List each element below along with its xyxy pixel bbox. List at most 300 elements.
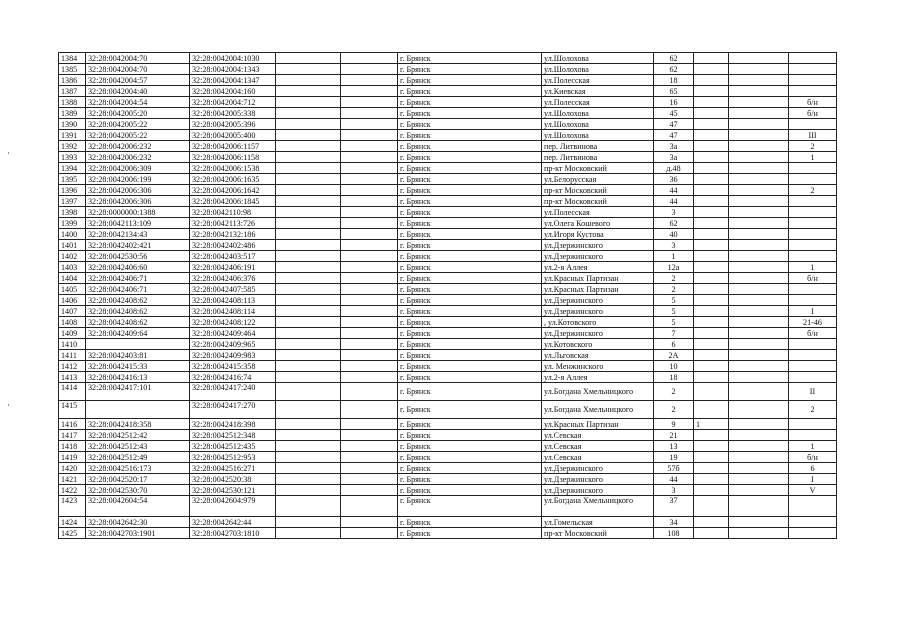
parcel-cadastral-number-cell: 32:28:0042408:62 — [86, 317, 190, 328]
house-number-cell: 2А — [654, 350, 694, 361]
table-row — [59, 53, 837, 64]
table-row — [59, 474, 837, 485]
city-cell: г. Брянск — [398, 97, 542, 108]
empty-cell — [341, 284, 398, 295]
object-cadastral-number-cell: 32:28:0042409:464 — [190, 328, 276, 339]
premises-number-cell — [789, 174, 837, 185]
parcel-cadastral-number-cell: 32:28:0042006:232 — [86, 141, 190, 152]
city-cell: г. Брянск — [398, 452, 542, 463]
empty-cell — [276, 86, 341, 97]
row-number-cell: 1422 — [59, 485, 86, 496]
empty-cell — [276, 97, 341, 108]
register-sheet — [58, 52, 837, 539]
row-number-cell: 1415 — [59, 401, 86, 419]
premises-number-cell: III — [789, 130, 837, 141]
house-number-cell: 57б — [654, 463, 694, 474]
street-cell: ул.Дзержинского — [542, 474, 654, 485]
empty-cell — [341, 419, 398, 430]
building-cell — [694, 185, 729, 196]
empty-cell — [276, 496, 341, 517]
street-cell: ул.Дзержинского — [542, 295, 654, 306]
empty-cell — [729, 317, 789, 328]
premises-number-cell: 2 — [789, 401, 837, 419]
empty-cell — [729, 163, 789, 174]
premises-number-cell: I — [789, 474, 837, 485]
house-number-cell: 6 — [654, 339, 694, 350]
street-cell: ул.Красных Партизан — [542, 273, 654, 284]
row-number-cell: 1416 — [59, 419, 86, 430]
street-cell: ул.Шолохова — [542, 53, 654, 64]
empty-cell — [276, 430, 341, 441]
row-number-cell: 1413 — [59, 372, 86, 383]
premises-number-cell: 21-46 — [789, 317, 837, 328]
parcel-cadastral-number-cell: 32:28:0042416:13 — [86, 372, 190, 383]
row-number-cell: 1400 — [59, 229, 86, 240]
empty-cell — [729, 474, 789, 485]
empty-cell — [276, 185, 341, 196]
empty-cell — [341, 97, 398, 108]
premises-number-cell — [789, 240, 837, 251]
object-cadastral-number-cell: 32:28:0042415:358 — [190, 361, 276, 372]
object-cadastral-number-cell: 32:28:0042408:122 — [190, 317, 276, 328]
object-cadastral-number-cell: 32:28:0042004:160 — [190, 86, 276, 97]
house-number-cell: 2 — [654, 284, 694, 295]
row-number-cell: 1396 — [59, 185, 86, 196]
street-cell: ул.Полесская — [542, 97, 654, 108]
parcel-cadastral-number-cell: 32:28:0042113:109 — [86, 218, 190, 229]
empty-cell — [276, 174, 341, 185]
street-cell: ул.Дзержинского — [542, 306, 654, 317]
property-register-table — [58, 52, 837, 539]
parcel-cadastral-number-cell: 32:28:0042004:70 — [86, 64, 190, 75]
row-number-cell: 1417 — [59, 430, 86, 441]
row-number-cell: 1397 — [59, 196, 86, 207]
house-number-cell: 62 — [654, 64, 694, 75]
premises-number-cell — [789, 361, 837, 372]
building-cell — [694, 284, 729, 295]
street-cell: ул.Шолохова — [542, 119, 654, 130]
empty-cell — [729, 401, 789, 419]
city-cell: г. Брянск — [398, 441, 542, 452]
row-number-cell: 1423 — [59, 496, 86, 517]
building-cell — [694, 262, 729, 273]
empty-cell — [276, 163, 341, 174]
object-cadastral-number-cell: 32:28:0042530:121 — [190, 485, 276, 496]
street-cell: ул.Олега Кошевого — [542, 218, 654, 229]
row-number-cell: 1395 — [59, 174, 86, 185]
empty-cell — [276, 419, 341, 430]
empty-cell — [276, 284, 341, 295]
object-cadastral-number-cell: 32:28:0042642:44 — [190, 517, 276, 528]
city-cell: г. Брянск — [398, 430, 542, 441]
street-cell: ул.Шолохова — [542, 108, 654, 119]
house-number-cell: 2 — [654, 273, 694, 284]
house-number-cell: 44 — [654, 196, 694, 207]
building-cell — [694, 97, 729, 108]
empty-cell — [341, 218, 398, 229]
city-cell: г. Брянск — [398, 372, 542, 383]
empty-cell — [729, 229, 789, 240]
house-number-cell: 2 — [654, 383, 694, 401]
object-cadastral-number-cell: 32:28:0042512:348 — [190, 430, 276, 441]
city-cell: г. Брянск — [398, 295, 542, 306]
row-number-cell: 1414 — [59, 383, 86, 401]
street-cell: ул.2-я Аллея — [542, 262, 654, 273]
premises-number-cell: б/н — [789, 273, 837, 284]
table-row — [59, 430, 837, 441]
premises-number-cell — [789, 496, 837, 517]
row-number-cell: 1425 — [59, 528, 86, 539]
building-cell — [694, 317, 729, 328]
row-number-cell: 1391 — [59, 130, 86, 141]
premises-number-cell — [789, 53, 837, 64]
street-cell: ул.Дзержинского — [542, 240, 654, 251]
parcel-cadastral-number-cell: 32:28:0042004:57 — [86, 75, 190, 86]
empty-cell — [341, 262, 398, 273]
table-row — [59, 419, 837, 430]
row-number-cell: 1393 — [59, 152, 86, 163]
table-row — [59, 496, 837, 517]
empty-cell — [341, 196, 398, 207]
building-cell — [694, 273, 729, 284]
street-cell: ул.Белорусская — [542, 174, 654, 185]
city-cell: г. Брянск — [398, 229, 542, 240]
parcel-cadastral-number-cell: 32:28:0042642:30 — [86, 517, 190, 528]
parcel-cadastral-number-cell: 32:28:0042006:306 — [86, 196, 190, 207]
street-cell: пер. Литвинова — [542, 152, 654, 163]
city-cell: г. Брянск — [398, 64, 542, 75]
street-cell: ул.Гомельская — [542, 517, 654, 528]
row-number-cell: 1386 — [59, 75, 86, 86]
empty-cell — [729, 528, 789, 539]
house-number-cell: 5 — [654, 295, 694, 306]
empty-cell — [276, 119, 341, 130]
building-cell — [694, 485, 729, 496]
street-cell: ул.Полесская — [542, 75, 654, 86]
premises-number-cell — [789, 295, 837, 306]
table-row — [59, 141, 837, 152]
table-row — [59, 262, 837, 273]
street-cell: ул.Дзержинского — [542, 251, 654, 262]
empty-cell — [341, 174, 398, 185]
building-cell — [694, 430, 729, 441]
building-cell — [694, 108, 729, 119]
row-number-cell: 1412 — [59, 361, 86, 372]
street-cell: ул.Киевская — [542, 86, 654, 97]
premises-number-cell — [789, 339, 837, 350]
empty-cell — [341, 496, 398, 517]
premises-number-cell: I — [789, 306, 837, 317]
object-cadastral-number-cell: 32:28:0042407:585 — [190, 284, 276, 295]
margin-mark — [8, 404, 9, 406]
table-row — [59, 196, 837, 207]
city-cell: г. Брянск — [398, 174, 542, 185]
premises-number-cell — [789, 218, 837, 229]
building-cell — [694, 152, 729, 163]
empty-cell — [341, 474, 398, 485]
object-cadastral-number-cell: 32:28:0042408:113 — [190, 295, 276, 306]
empty-cell — [341, 86, 398, 97]
empty-cell — [729, 185, 789, 196]
empty-cell — [341, 108, 398, 119]
premises-number-cell — [789, 251, 837, 262]
empty-cell — [341, 361, 398, 372]
row-number-cell: 1405 — [59, 284, 86, 295]
table-row — [59, 361, 837, 372]
table-row — [59, 317, 837, 328]
row-number-cell: 1390 — [59, 119, 86, 130]
parcel-cadastral-number-cell: 32:28:0042402:421 — [86, 240, 190, 251]
house-number-cell: 2 — [654, 401, 694, 419]
table-row — [59, 152, 837, 163]
row-number-cell: 1403 — [59, 262, 86, 273]
table-row — [59, 207, 837, 218]
city-cell: г. Брянск — [398, 75, 542, 86]
street-cell: ул.Дзержинского — [542, 485, 654, 496]
parcel-cadastral-number-cell: 32:28:0042406:71 — [86, 273, 190, 284]
object-cadastral-number-cell: 32:28:0042006:1845 — [190, 196, 276, 207]
row-number-cell: 1408 — [59, 317, 86, 328]
row-number-cell: 1406 — [59, 295, 86, 306]
city-cell: г. Брянск — [398, 317, 542, 328]
empty-cell — [276, 485, 341, 496]
street-cell: ул.Игоря Кустова — [542, 229, 654, 240]
parcel-cadastral-number-cell: 32:28:0042703:1901 — [86, 528, 190, 539]
object-cadastral-number-cell: 32:28:0042512:953 — [190, 452, 276, 463]
empty-cell — [341, 75, 398, 86]
empty-cell — [729, 372, 789, 383]
building-cell — [694, 441, 729, 452]
city-cell: г. Брянск — [398, 361, 542, 372]
empty-cell — [341, 339, 398, 350]
empty-cell — [729, 141, 789, 152]
parcel-cadastral-number-cell: 32:28:0000000:1388 — [86, 207, 190, 218]
object-cadastral-number-cell: 32:28:0042408:114 — [190, 306, 276, 317]
parcel-cadastral-number-cell: 32:28:0042512:42 — [86, 430, 190, 441]
parcel-cadastral-number-cell: 32:28:0042005:22 — [86, 130, 190, 141]
empty-cell — [341, 163, 398, 174]
empty-cell — [276, 401, 341, 419]
premises-number-cell: 1 — [789, 262, 837, 273]
empty-cell — [276, 240, 341, 251]
table-row — [59, 185, 837, 196]
object-cadastral-number-cell: 32:28:0042006:1538 — [190, 163, 276, 174]
premises-number-cell — [789, 528, 837, 539]
empty-cell — [729, 383, 789, 401]
empty-cell — [729, 64, 789, 75]
empty-cell — [341, 485, 398, 496]
house-number-cell: 19 — [654, 452, 694, 463]
building-cell — [694, 229, 729, 240]
row-number-cell: 1404 — [59, 273, 86, 284]
city-cell: г. Брянск — [398, 485, 542, 496]
building-cell — [694, 401, 729, 419]
parcel-cadastral-number-cell: 32:28:0042415:33 — [86, 361, 190, 372]
empty-cell — [729, 174, 789, 185]
premises-number-cell — [789, 207, 837, 218]
building-cell — [694, 130, 729, 141]
row-number-cell: 1421 — [59, 474, 86, 485]
city-cell: г. Брянск — [398, 251, 542, 262]
empty-cell — [276, 273, 341, 284]
premises-number-cell — [789, 86, 837, 97]
premises-number-cell — [789, 119, 837, 130]
house-number-cell: д.48 — [654, 163, 694, 174]
premises-number-cell — [789, 350, 837, 361]
empty-cell — [729, 75, 789, 86]
building-cell — [694, 306, 729, 317]
empty-cell — [276, 130, 341, 141]
row-number-cell: 1407 — [59, 306, 86, 317]
empty-cell — [341, 441, 398, 452]
city-cell: г. Брянск — [398, 119, 542, 130]
parcel-cadastral-number-cell: 32:28:0042006:199 — [86, 174, 190, 185]
object-cadastral-number-cell: 32:28:0042406:376 — [190, 273, 276, 284]
object-cadastral-number-cell: 32:28:0042417:270 — [190, 401, 276, 419]
table-row — [59, 174, 837, 185]
object-cadastral-number-cell: 32:28:0042132:186 — [190, 229, 276, 240]
empty-cell — [729, 207, 789, 218]
empty-cell — [729, 130, 789, 141]
house-number-cell: 44 — [654, 474, 694, 485]
street-cell: ул.Дзержинского — [542, 463, 654, 474]
parcel-cadastral-number-cell: 32:28:0042604:54 — [86, 496, 190, 517]
parcel-cadastral-number-cell: 32:28:0042004:70 — [86, 53, 190, 64]
table-row — [59, 97, 837, 108]
empty-cell — [341, 207, 398, 218]
row-number-cell: 1398 — [59, 207, 86, 218]
street-cell: ул. Менжинского — [542, 361, 654, 372]
empty-cell — [276, 152, 341, 163]
house-number-cell: 7 — [654, 328, 694, 339]
object-cadastral-number-cell: 32:28:0042006:1158 — [190, 152, 276, 163]
empty-cell — [276, 361, 341, 372]
table-row — [59, 306, 837, 317]
premises-number-cell — [789, 163, 837, 174]
table-row — [59, 86, 837, 97]
row-number-cell: 1411 — [59, 350, 86, 361]
city-cell: г. Брянск — [398, 163, 542, 174]
empty-cell — [276, 306, 341, 317]
empty-cell — [729, 53, 789, 64]
parcel-cadastral-number-cell: 32:28:0042004:40 — [86, 86, 190, 97]
table-row — [59, 75, 837, 86]
empty-cell — [729, 485, 789, 496]
parcel-cadastral-number-cell: 32:28:0042006:232 — [86, 152, 190, 163]
premises-number-cell: 1 — [789, 152, 837, 163]
empty-cell — [341, 452, 398, 463]
premises-number-cell: б/н — [789, 452, 837, 463]
premises-number-cell — [789, 284, 837, 295]
house-number-cell: 12а — [654, 262, 694, 273]
house-number-cell: 108 — [654, 528, 694, 539]
table-row — [59, 517, 837, 528]
premises-number-cell: 1 — [789, 441, 837, 452]
empty-cell — [341, 306, 398, 317]
house-number-cell: 37 — [654, 496, 694, 517]
table-row — [59, 372, 837, 383]
object-cadastral-number-cell: 32:28:0042004:712 — [190, 97, 276, 108]
table-row — [59, 119, 837, 130]
empty-cell — [341, 463, 398, 474]
object-cadastral-number-cell: 32:28:0042402:486 — [190, 240, 276, 251]
house-number-cell: 3а — [654, 152, 694, 163]
city-cell: г. Брянск — [398, 196, 542, 207]
street-cell: ул.Красных Партизан — [542, 419, 654, 430]
row-number-cell: 1402 — [59, 251, 86, 262]
street-cell: ул.Богдана Хмельницкого — [542, 401, 654, 419]
empty-cell — [276, 383, 341, 401]
building-cell — [694, 528, 729, 539]
empty-cell — [729, 463, 789, 474]
building-cell — [694, 141, 729, 152]
building-cell — [694, 517, 729, 528]
parcel-cadastral-number-cell: 32:28:0042403:81 — [86, 350, 190, 361]
object-cadastral-number-cell: 32:28:0042416:74 — [190, 372, 276, 383]
parcel-cadastral-number-cell: 32:28:0042006:306 — [86, 185, 190, 196]
empty-cell — [341, 185, 398, 196]
empty-cell — [729, 273, 789, 284]
building-cell — [694, 295, 729, 306]
building-cell — [694, 207, 729, 218]
premises-number-cell: б/н — [789, 97, 837, 108]
premises-number-cell: II — [789, 383, 837, 401]
table-row — [59, 218, 837, 229]
object-cadastral-number-cell: 32:28:0042006:1642 — [190, 185, 276, 196]
parcel-cadastral-number-cell: 32:28:0042006:309 — [86, 163, 190, 174]
empty-cell — [276, 218, 341, 229]
table-row — [59, 251, 837, 262]
parcel-cadastral-number-cell: 32:28:0042516:173 — [86, 463, 190, 474]
premises-number-cell — [789, 419, 837, 430]
empty-cell — [276, 207, 341, 218]
premises-number-cell: 6 — [789, 463, 837, 474]
row-number-cell: 1424 — [59, 517, 86, 528]
empty-cell — [341, 350, 398, 361]
parcel-cadastral-number-cell — [86, 401, 190, 419]
empty-cell — [341, 430, 398, 441]
table-row — [59, 240, 837, 251]
row-number-cell: 1420 — [59, 463, 86, 474]
building-cell — [694, 474, 729, 485]
street-cell: ул.Богдана Хмельницкого — [542, 383, 654, 401]
empty-cell — [276, 328, 341, 339]
premises-number-cell: 2 — [789, 185, 837, 196]
house-number-cell: 3 — [654, 485, 694, 496]
object-cadastral-number-cell: 32:28:0042703:1810 — [190, 528, 276, 539]
row-number-cell: 1388 — [59, 97, 86, 108]
building-cell — [694, 452, 729, 463]
object-cadastral-number-cell: 32:28:0042409:983 — [190, 350, 276, 361]
object-cadastral-number-cell: 32:28:0042005:338 — [190, 108, 276, 119]
premises-number-cell — [789, 64, 837, 75]
object-cadastral-number-cell: 32:28:0042604:979 — [190, 496, 276, 517]
table-row — [59, 273, 837, 284]
object-cadastral-number-cell: 32:28:0042004:1347 — [190, 75, 276, 86]
house-number-cell: 62 — [654, 53, 694, 64]
row-number-cell: 1389 — [59, 108, 86, 119]
city-cell: г. Брянск — [398, 185, 542, 196]
table-row — [59, 452, 837, 463]
parcel-cadastral-number-cell: 32:28:0042004:54 — [86, 97, 190, 108]
building-cell — [694, 163, 729, 174]
parcel-cadastral-number-cell: 32:28:0042005:20 — [86, 108, 190, 119]
empty-cell — [729, 86, 789, 97]
empty-cell — [729, 284, 789, 295]
building-cell — [694, 328, 729, 339]
premises-number-cell — [789, 75, 837, 86]
object-cadastral-number-cell: 32:28:0042417:240 — [190, 383, 276, 401]
